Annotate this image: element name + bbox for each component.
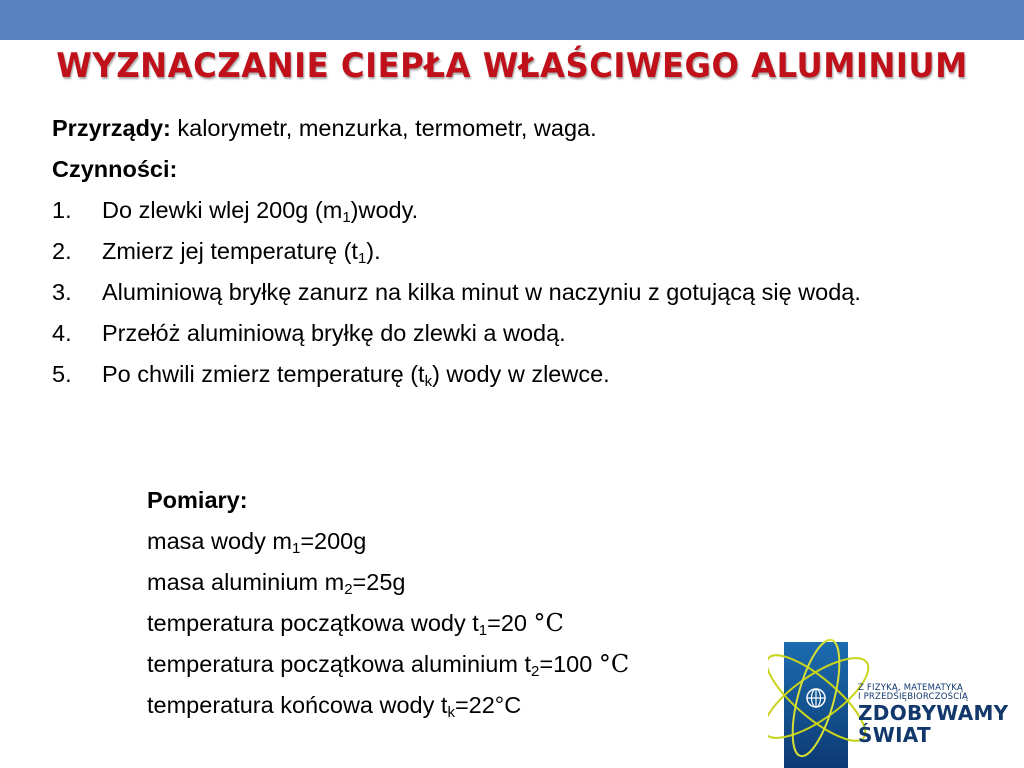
step-item xyxy=(52,272,1002,313)
step-item xyxy=(52,190,1002,231)
step-text-end: ) wody w zlewce. xyxy=(432,361,610,387)
measurement-subscript: 2 xyxy=(344,581,353,598)
measurement-subscript: 2 xyxy=(531,663,540,680)
measurement-value: =200g xyxy=(300,528,367,554)
step-number: 3. xyxy=(52,279,72,305)
step-number: 4. xyxy=(52,320,72,346)
slide-title: WYZNACZANIE CIEPŁA WŁAŚCIWEGO ALUMINIUM xyxy=(56,46,968,86)
step-item xyxy=(52,354,1002,395)
slide-content xyxy=(52,108,1002,395)
step-subscript: k xyxy=(424,373,433,390)
measurement-row xyxy=(147,685,629,726)
step-text-end: ). xyxy=(366,238,381,264)
czynnosci-label: Czynności: xyxy=(52,156,178,182)
logo-text xyxy=(858,684,1024,746)
measurement-text: masa aluminium m xyxy=(147,569,345,595)
step-subscript: 1 xyxy=(357,250,367,267)
measurement-subscript: 1 xyxy=(291,540,301,557)
measurement-text: temperatura początkowa wody t xyxy=(147,610,479,636)
measurement-row xyxy=(147,562,629,603)
steps-list xyxy=(52,190,1002,395)
przyrzady-line xyxy=(52,108,1002,149)
step-text: Przełóż aluminiową bryłkę do zlewki a wodą. xyxy=(102,320,566,346)
measurement-value: =25g xyxy=(352,569,406,595)
measurement-text: masa wody m xyxy=(147,528,292,554)
step-text: Zmierz jej temperaturę (t xyxy=(102,238,358,264)
step-number: 2. xyxy=(52,238,72,264)
logo-line-2: I PRZEDSIĘBIORCZOŚCIĄ xyxy=(858,692,969,702)
logo-line-1: Z FIZYKĄ, MATEMATYKĄ xyxy=(858,683,964,693)
measurement-unit: °C xyxy=(533,609,564,637)
step-item xyxy=(52,231,1002,272)
measurement-text: temperatura końcowa wody t xyxy=(147,692,448,718)
measurement-text: temperatura początkowa aluminium t xyxy=(147,651,532,677)
logo-line-4: ŚWIAT xyxy=(858,723,931,747)
measurement-value: =20 xyxy=(487,610,534,636)
pomiary-label: Pomiary: xyxy=(147,487,248,513)
step-text: Aluminiową bryłkę zanurz na kilka minut w naczyniu z gotującą się wodą. xyxy=(102,279,861,305)
step-subscript: 1 xyxy=(342,209,351,226)
top-bar xyxy=(0,0,1024,40)
measurement-subscript: 1 xyxy=(478,622,488,639)
step-item xyxy=(52,313,1002,354)
przyrzady-label: Przyrządy: xyxy=(52,115,171,141)
pomiary-section xyxy=(147,480,629,726)
step-number: 1. xyxy=(52,197,72,223)
step-text: Do zlewki wlej 200g (m xyxy=(102,197,343,223)
step-text: Po chwili zmierz temperaturę (t xyxy=(102,361,425,387)
measurement-row xyxy=(147,644,629,685)
przyrzady-text: kalorymetr, menzurka, termometr, waga. xyxy=(170,115,597,141)
measurement-value: =22°C xyxy=(454,692,522,718)
measurement-unit: °C xyxy=(598,650,630,678)
measurement-row xyxy=(147,521,629,562)
step-text-end: )wody. xyxy=(350,197,419,223)
measurement-value: =100 xyxy=(539,651,599,677)
measurement-subscript: k xyxy=(447,704,455,721)
measurement-row xyxy=(147,603,629,644)
step-number: 5. xyxy=(52,361,72,387)
logo-line-3: ZDOBYWAMY xyxy=(858,701,1009,725)
